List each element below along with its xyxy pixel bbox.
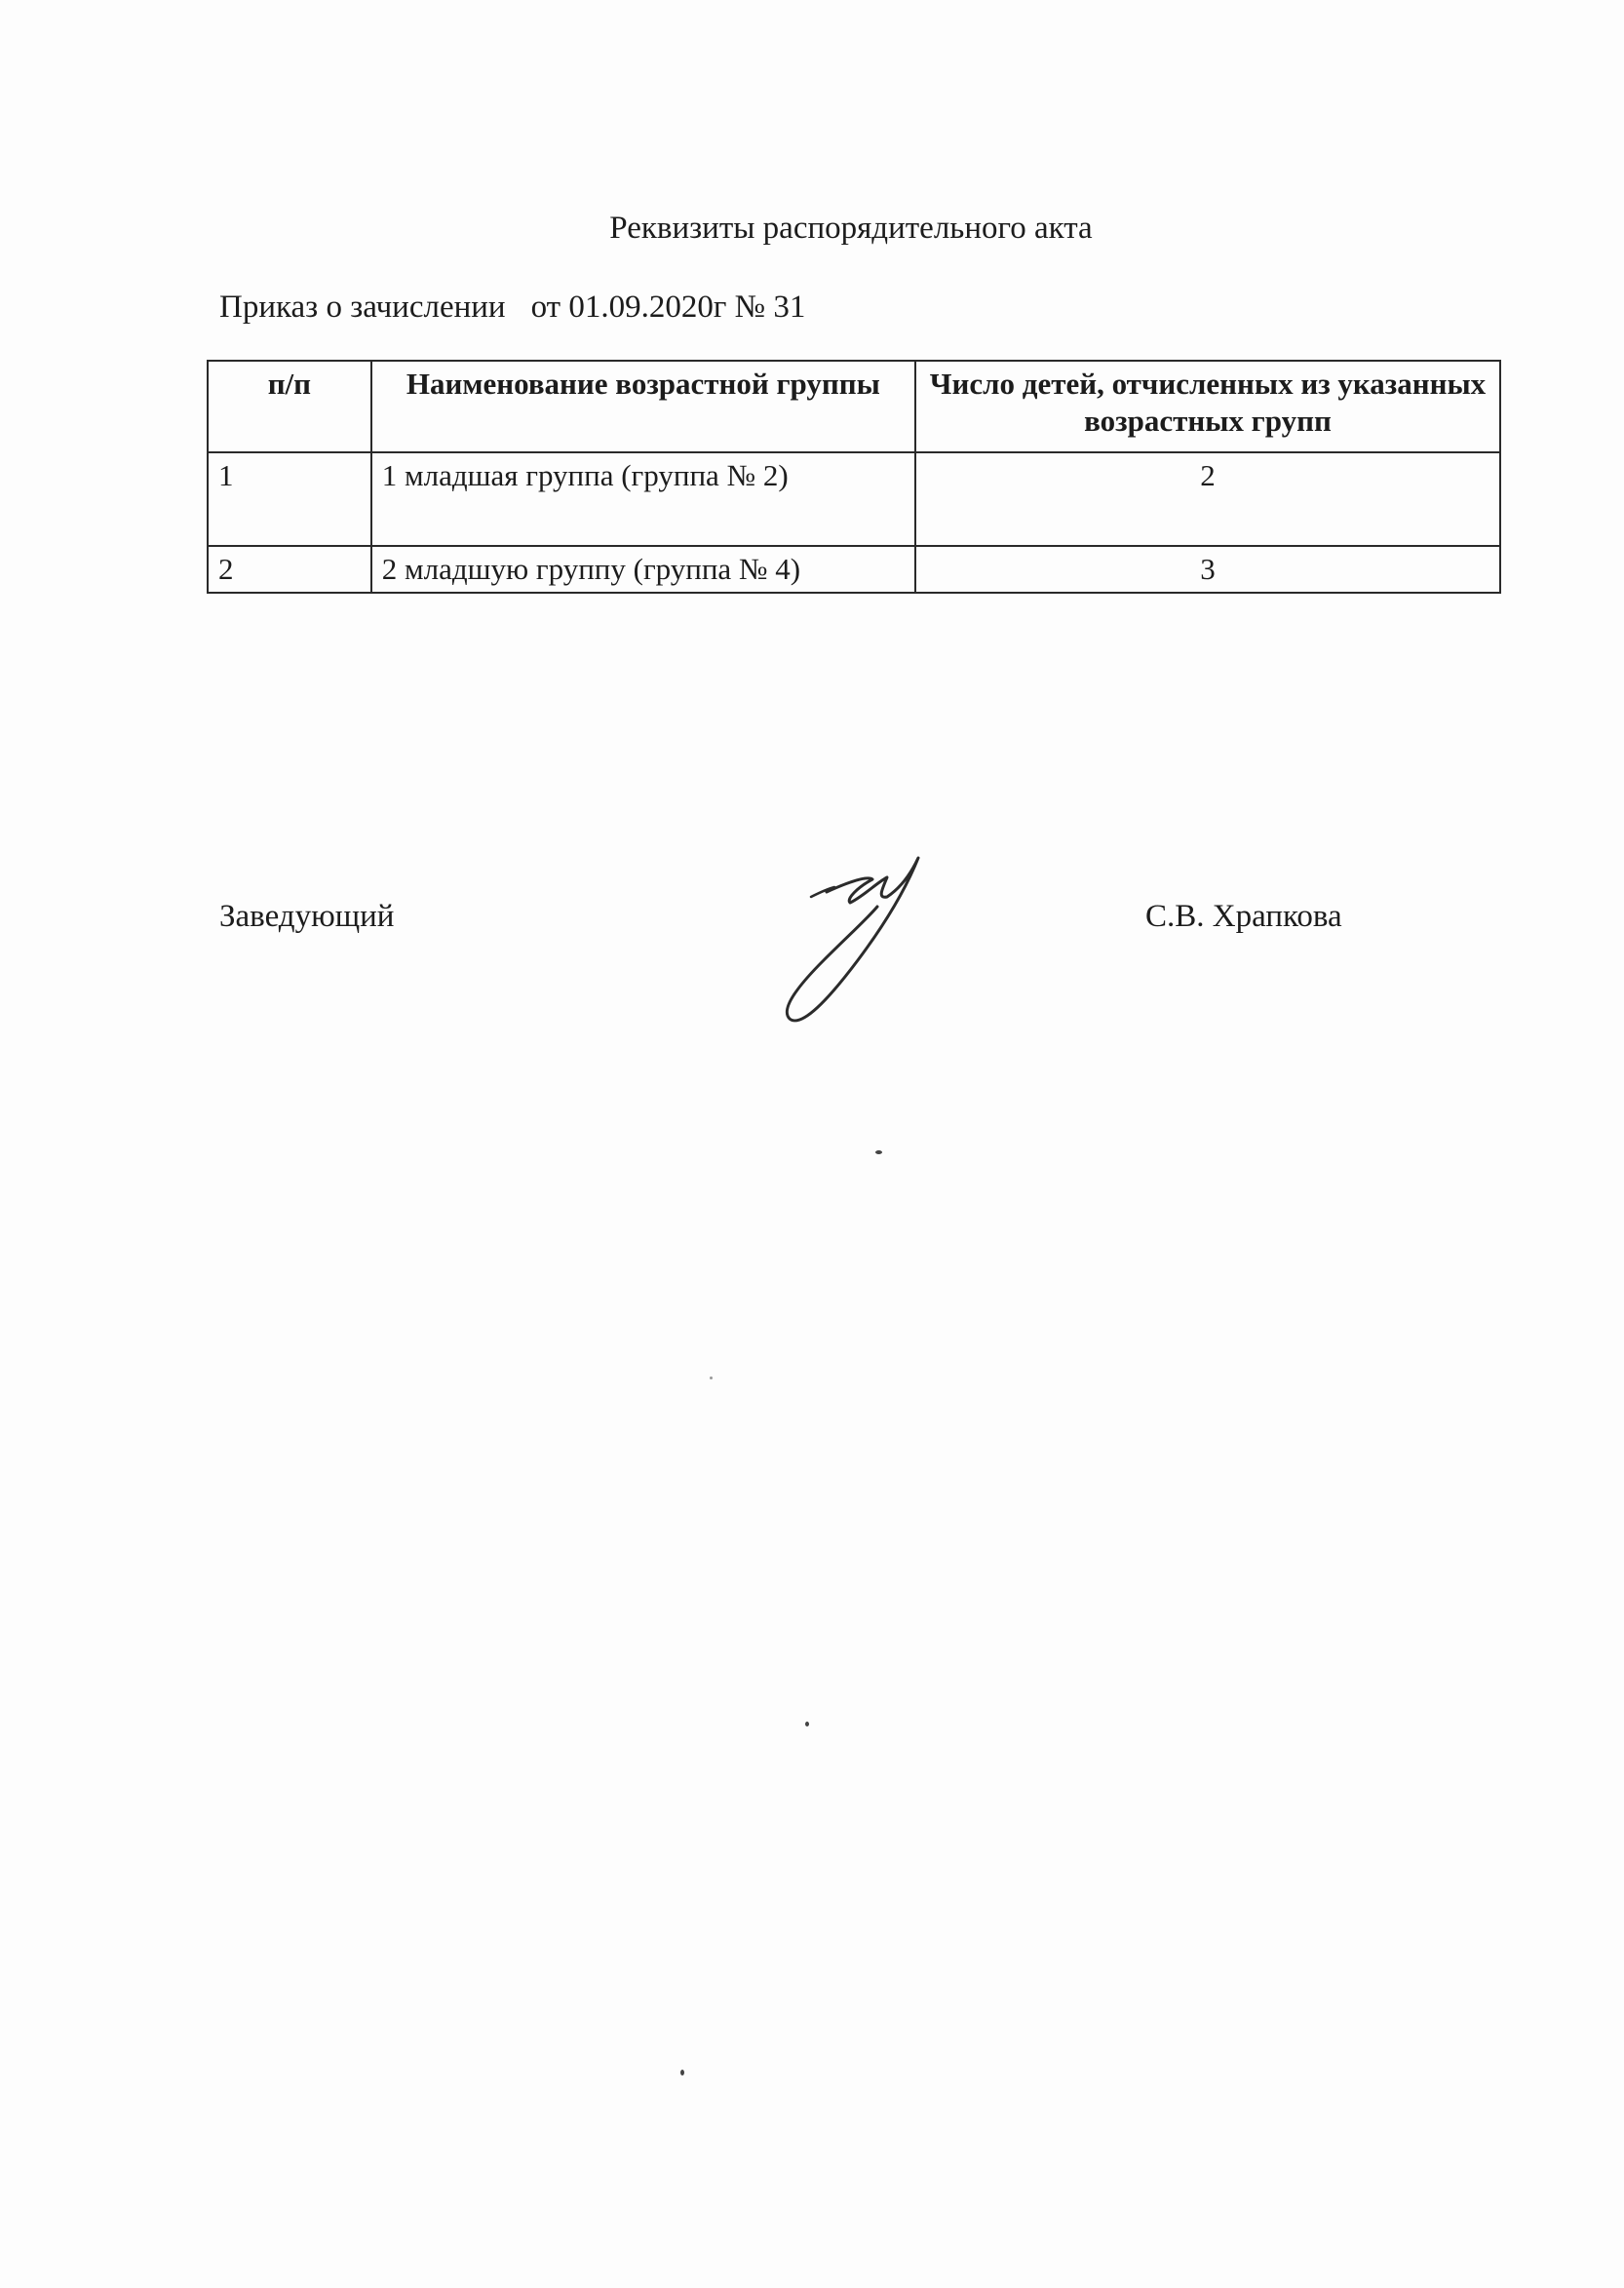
document-title: Реквизиты распорядительного акта	[609, 211, 1093, 246]
header-group-name: Наименование возрастной группы	[371, 361, 915, 452]
order-label: Приказ о зачислении	[219, 290, 506, 325]
signatory-name: С.В. Храпкова	[1145, 899, 1342, 934]
handwritten-signature	[741, 829, 955, 1033]
table-row	[208, 452, 1500, 546]
scan-speck	[875, 1150, 882, 1154]
signatory-role: Заведующий	[219, 899, 395, 934]
table-header-row	[208, 361, 1500, 452]
order-date-number: от 01.09.2020г № 31	[530, 290, 806, 325]
row-number: 2	[208, 546, 371, 593]
row-group-name: 1 младшая группа (группа № 2)	[371, 452, 915, 546]
order-line	[219, 290, 805, 326]
row-group-name: 2 младшую группу (группа № 4)	[371, 546, 915, 593]
scan-speck	[710, 1377, 713, 1379]
table-row	[208, 546, 1500, 593]
scan-speck	[680, 2070, 684, 2075]
row-number: 1	[208, 452, 371, 546]
age-groups-table	[207, 360, 1501, 594]
row-children-count: 3	[915, 546, 1500, 593]
header-number: п/п	[208, 361, 371, 452]
scan-speck	[805, 1722, 809, 1726]
row-children-count: 2	[915, 452, 1500, 546]
header-children-count: Число детей, отчисленных из указанных возрастных групп	[915, 361, 1500, 452]
